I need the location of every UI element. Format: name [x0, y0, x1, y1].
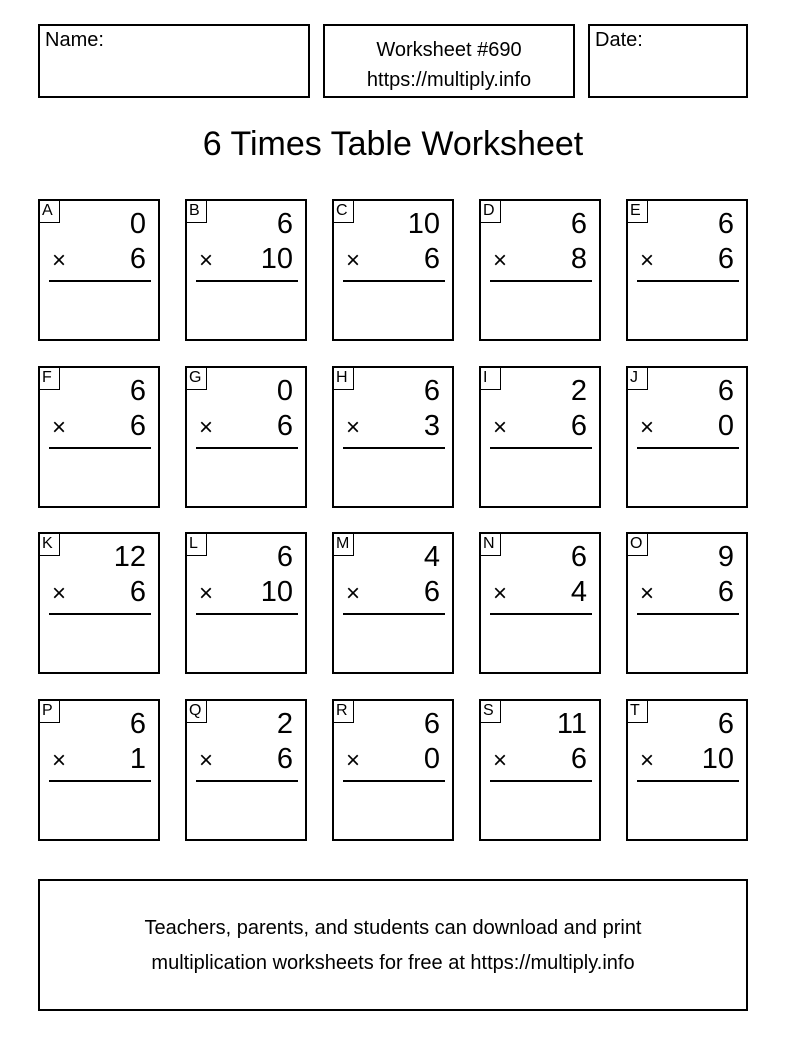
footer-line-1: Teachers, parents, and students can download and print [144, 917, 642, 939]
problem-card [332, 199, 454, 341]
multiplier: 3 [423, 410, 440, 442]
multiplier: 1 [129, 743, 146, 775]
problem-letter: L [185, 532, 207, 556]
problem-letter: P [38, 699, 60, 723]
times-sign: × [493, 247, 508, 274]
multiplicand: 9 [717, 541, 734, 573]
multiplier: 6 [423, 576, 440, 608]
problem-letter: F [38, 366, 60, 390]
problem-card [479, 699, 601, 841]
times-sign: × [493, 414, 508, 441]
times-sign: × [346, 414, 361, 441]
answer-line [196, 447, 298, 449]
problem-card [38, 199, 160, 341]
problem-letter: D [479, 199, 501, 223]
multiplicand: 0 [129, 208, 146, 240]
times-sign: × [493, 580, 508, 607]
multiplicand: 6 [129, 708, 146, 740]
times-sign: × [52, 747, 67, 774]
worksheet-number: Worksheet #690 [376, 39, 522, 61]
answer-line [490, 447, 592, 449]
times-sign: × [346, 247, 361, 274]
answer-line [49, 447, 151, 449]
problem-letter: C [332, 199, 354, 223]
problem-card [626, 199, 748, 341]
multiplier: 6 [570, 410, 587, 442]
problem-card [332, 532, 454, 674]
multiplier: 6 [717, 243, 734, 275]
name-label: Name: [45, 29, 104, 51]
multiplier: 10 [260, 576, 293, 608]
multiplicand: 6 [717, 208, 734, 240]
problem-card [185, 532, 307, 674]
answer-line [637, 447, 739, 449]
problem-letter: O [626, 532, 648, 556]
problem-letter: Q [185, 699, 207, 723]
answer-line [343, 280, 445, 282]
multiplicand: 6 [423, 375, 440, 407]
multiplier: 6 [129, 243, 146, 275]
multiplicand: 2 [570, 375, 587, 407]
times-sign: × [640, 247, 655, 274]
problem-card [185, 199, 307, 341]
times-sign: × [52, 247, 67, 274]
answer-line [343, 613, 445, 615]
multiplier: 0 [423, 743, 440, 775]
problem-card [479, 532, 601, 674]
multiplicand: 6 [570, 208, 587, 240]
answer-line [490, 780, 592, 782]
problem-card [626, 532, 748, 674]
times-sign: × [199, 580, 214, 607]
times-sign: × [640, 580, 655, 607]
date-box [588, 24, 748, 98]
problem-card [479, 366, 601, 508]
name-box [38, 24, 310, 98]
problem-card [332, 699, 454, 841]
problem-letter: B [185, 199, 207, 223]
multiplier: 6 [570, 743, 587, 775]
times-sign: × [346, 580, 361, 607]
times-sign: × [199, 414, 214, 441]
problem-letter: N [479, 532, 501, 556]
problem-letter: E [626, 199, 648, 223]
problem-letter: I [479, 366, 501, 390]
answer-line [490, 280, 592, 282]
problem-letter: S [479, 699, 501, 723]
times-sign: × [640, 747, 655, 774]
times-sign: × [493, 747, 508, 774]
multiplier: 6 [717, 576, 734, 608]
multiplicand: 6 [276, 208, 293, 240]
footer-line-2: multiplication worksheets for free at https://multiply.info [151, 952, 635, 974]
problem-letter: H [332, 366, 354, 390]
multiplier: 0 [717, 410, 734, 442]
multiplicand: 6 [423, 708, 440, 740]
times-sign: × [640, 414, 655, 441]
times-sign: × [52, 580, 67, 607]
problem-card [185, 699, 307, 841]
problem-letter: R [332, 699, 354, 723]
problem-card [626, 699, 748, 841]
answer-line [49, 780, 151, 782]
worksheet-info-box [323, 24, 575, 98]
answer-line [343, 447, 445, 449]
multiplier: 8 [570, 243, 587, 275]
answer-line [196, 613, 298, 615]
multiplicand: 6 [129, 375, 146, 407]
times-sign: × [52, 414, 67, 441]
multiplicand: 6 [570, 541, 587, 573]
multiplicand: 4 [423, 541, 440, 573]
multiplicand: 12 [113, 541, 146, 573]
multiplicand: 2 [276, 708, 293, 740]
multiplier: 6 [423, 243, 440, 275]
multiplicand: 6 [717, 375, 734, 407]
footer-box [38, 879, 748, 1011]
page-title: 6 Times Table Worksheet [202, 125, 584, 163]
answer-line [637, 613, 739, 615]
answer-line [196, 780, 298, 782]
problem-letter: T [626, 699, 648, 723]
answer-line [490, 613, 592, 615]
answer-line [343, 780, 445, 782]
answer-line [49, 613, 151, 615]
answer-line [49, 280, 151, 282]
problem-card [38, 699, 160, 841]
multiplier: 6 [276, 743, 293, 775]
problem-letter: J [626, 366, 648, 390]
multiplier: 4 [570, 576, 587, 608]
times-sign: × [199, 247, 214, 274]
multiplicand: 6 [276, 541, 293, 573]
problem-card [38, 366, 160, 508]
problem-card [185, 366, 307, 508]
multiplicand: 0 [276, 375, 293, 407]
multiplier: 10 [701, 743, 734, 775]
multiplier: 10 [260, 243, 293, 275]
multiplier: 6 [276, 410, 293, 442]
problem-card [479, 199, 601, 341]
answer-line [196, 280, 298, 282]
problem-letter: A [38, 199, 60, 223]
problem-card [38, 532, 160, 674]
multiplier: 6 [129, 410, 146, 442]
multiplicand: 11 [556, 708, 587, 740]
times-sign: × [346, 747, 361, 774]
worksheet-website: https://multiply.info [366, 69, 532, 91]
times-sign: × [199, 747, 214, 774]
problem-card [626, 366, 748, 508]
problem-card [332, 366, 454, 508]
answer-line [637, 280, 739, 282]
problem-letter: M [332, 532, 354, 556]
date-label: Date: [595, 29, 643, 51]
multiplier: 6 [129, 576, 146, 608]
problem-letter: K [38, 532, 60, 556]
problem-letter: G [185, 366, 207, 390]
answer-line [637, 780, 739, 782]
multiplicand: 6 [717, 708, 734, 740]
multiplicand: 10 [407, 208, 440, 240]
